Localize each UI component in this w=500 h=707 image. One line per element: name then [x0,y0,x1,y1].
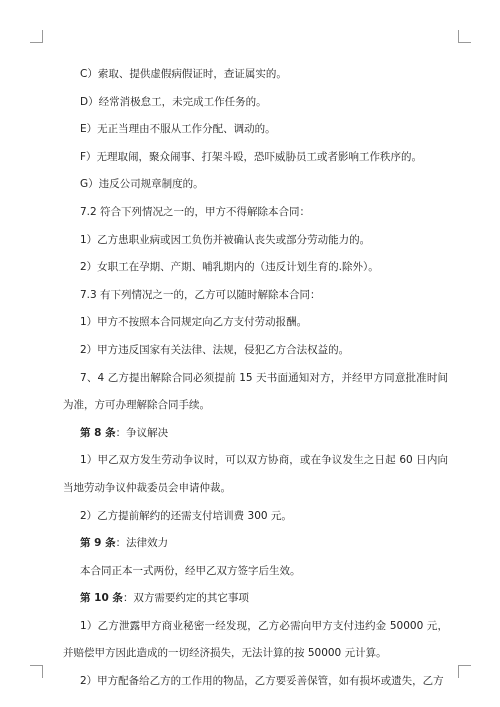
section-10-heading [63,585,448,613]
section-8-item-1: 1）甲乙双方发生劳动争议时，可以双方协商，或在争议发生之日起 60 日内向当地劳动争议仲裁委员会申请仲裁。 [63,454,448,494]
section-8-heading [63,420,448,448]
clause-item-c: C）索取、提供虚假病假证时，查证属实的。 [80,68,287,80]
section-10-number: 第 10 条 [80,592,123,605]
section-9-title: ：法律效力 [115,537,169,550]
clause-7-2-item-2: 2）女职工在孕期、产期、哺乳期内的（违反计划生育的.除外）。 [80,261,379,274]
section-10-item-2: 2）甲方配备给乙方的工作用的物品，乙方要妥善保管，如有损坏或遗失，乙方 [80,675,444,688]
clause-7-2: 7.2 符合下列情况之一的，甲方不得解除本合同： [80,205,311,218]
clause-7-3-item-1: 1）甲方不按照本合同规定向乙方支付劳动报酬。 [80,316,308,329]
crop-mark-bottom-right [458,665,471,678]
section-8-title: ：争议解决 [115,426,169,439]
section-9-number: 第 9 条 [80,537,116,550]
crop-mark-top-right [458,30,471,43]
document-body [63,61,448,696]
section-8-item-2: 2）乙方提前解约的还需支付培训费 300 元。 [80,509,292,522]
crop-mark-top-left [30,30,43,43]
clause-7-3: 7.3 有下列情况之一的，乙方可以随时解除本合同： [80,288,321,301]
clause-7-3-item-2: 2）甲方违反国家有关法律、法规，侵犯乙方合法权益的。 [80,343,350,356]
clause-item-e: E）无正当理由不服从工作分配、调动的。 [80,123,276,136]
section-9-heading [63,530,448,558]
clause-item-d: D）经常消极怠工，未完成工作任务的。 [80,95,267,108]
section-9-body: 本合同正本一式两份，经甲乙双方签字后生效。 [80,564,301,577]
clause-item-f: F）无理取闹，聚众闹事、打架斗殴，恐吓威胁员工或者影响工作秩序的。 [80,150,423,163]
section-8-number: 第 8 条 [80,426,116,439]
clause-7-2-item-1: 1）乙方患职业病或因工负伤并被确认丧失或部分劳动能力的。 [80,233,371,246]
clause-item-g: G）违反公司规章制度的。 [80,178,204,191]
clause-7-4: 7、4 乙方提出解除合同必须提前 15 天书面通知对方，并经甲方同意批准时间为准，方可办理解除合同手续。 [63,371,448,412]
section-10-item-1: 1）乙方泄露甲方商业秘密一经发现，乙方必需向甲方支付违约金 50000 元，并赔偿甲方因此造成的一切经济损失，无法计算的按 50000 元计算。 [63,619,448,660]
section-10-title: ：双方需要约定的其它事项 [122,592,249,605]
crop-mark-bottom-left [30,665,43,678]
